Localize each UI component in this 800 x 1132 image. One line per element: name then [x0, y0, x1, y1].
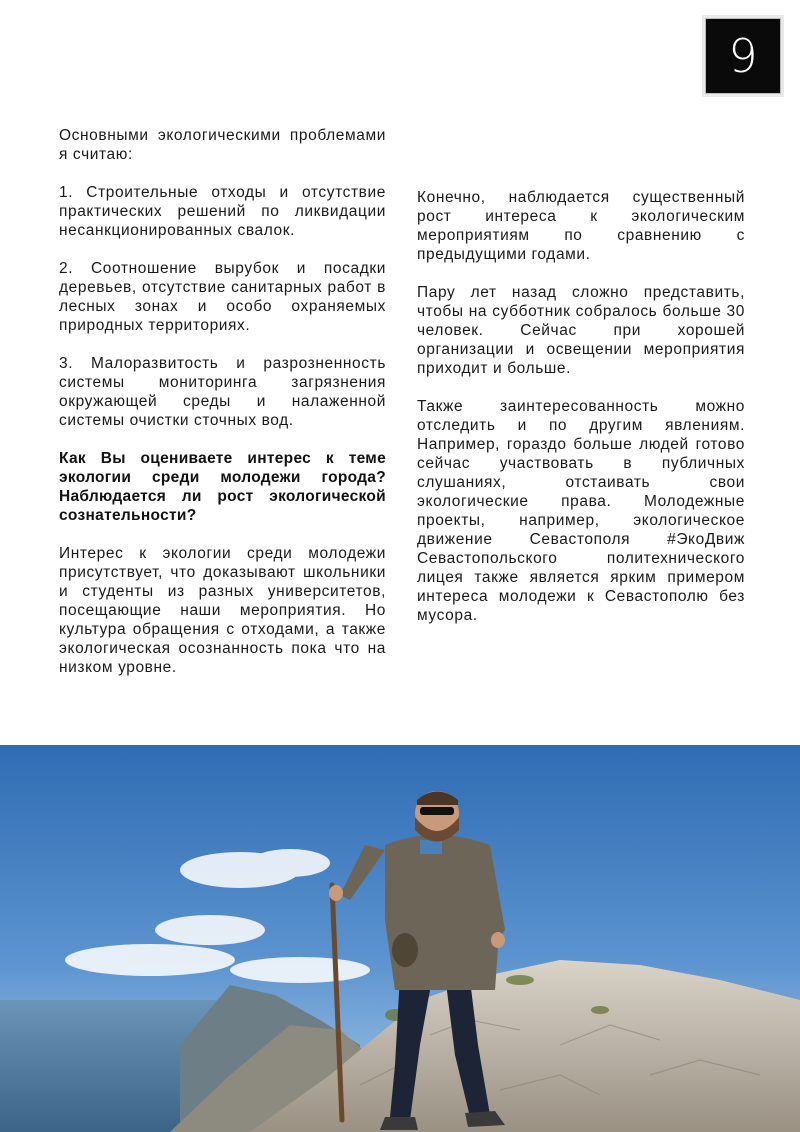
mountain-hiker-photo — [0, 745, 800, 1132]
paragraph-problem-1: 1. Строительные отходы и отсутствие практических решений по ликвидации несанкционированных свалок. — [59, 184, 386, 239]
paragraph-answer: Интерес к экологии среди молодежи присутствует, что доказывают школьники и студенты из разных университетов, посещающие наши мероприятия. Но культура обращения с отходами, а также экологическая осознанность пока что на низком уровне. — [59, 545, 386, 676]
page-number: 9 — [705, 18, 781, 94]
paragraph-subbotnik: Пару лет назад сложно представить, чтобы на субботник собралось больше 30 человек. Сейчас при хорошей организации и освещении мероприятия приходит и больше. — [417, 284, 745, 377]
interview-question: Как Вы оцениваете интерес к теме экологии среди молодежи города? Наблюдается ли рост экологической сознательности? — [59, 450, 386, 524]
paragraph-intro: Основными экологическими проблемами я считаю: — [59, 127, 386, 163]
paragraph-growth: Конечно, наблюдается существенный рост интереса к экологическим мероприятиям по сравнению с предыдущими годами. — [417, 189, 745, 263]
right-column — [417, 188, 745, 644]
photo-illustration — [0, 745, 800, 1132]
left-column — [59, 126, 386, 696]
paragraph-problem-2: 2. Соотношение вырубок и посадки деревьев, отсутствие санитарных работ в лесных зонах и особо охраняемых природных территориях. — [59, 260, 386, 334]
paragraph-problem-3: 3. Малоразвитость и разрозненность системы мониторинга загрязнения окружающей среды и налаженной системы очистки сточных вод. — [59, 355, 386, 429]
paragraph-interest: Также заинтересованность можно отследить и по другим явлениям. Например, гораздо больше людей готово сейчас участвовать в публичных слушаниях, отстаивать свои экологические права. Молодежные проекты, например, экологическое движение Севастополя #ЭкоДвиж Севастопольского политехнического лицея также является ярким примером интереса молодежи к Севастополю без мусора. — [417, 398, 745, 624]
